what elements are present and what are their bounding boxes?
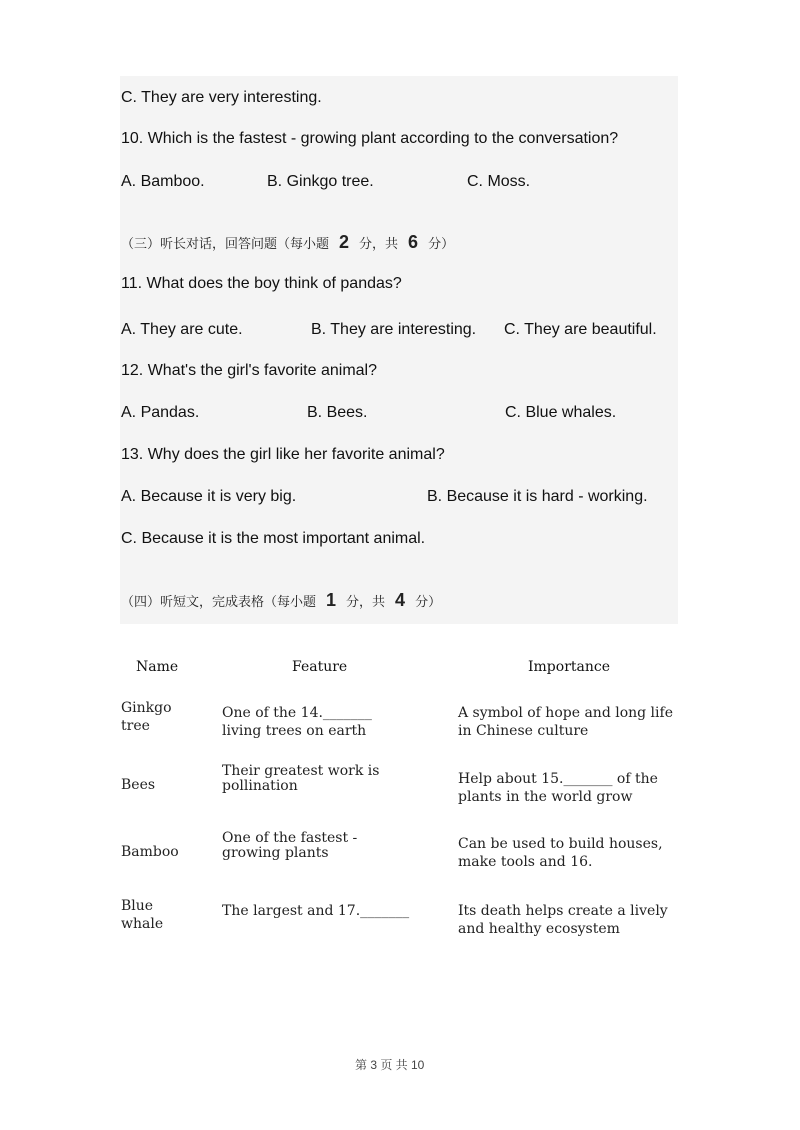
- table-header-feature: Feature: [292, 659, 348, 675]
- q12-option-a: A. Pandas.: [121, 404, 200, 421]
- q10-option-b: B. Ginkgo tree.: [267, 173, 374, 190]
- q12-question: 12. What's the girl's favorite animal?: [121, 362, 377, 379]
- q13-option-a: A. Because it is very big.: [121, 488, 297, 505]
- q11-question: 11. What does the boy think of pandas?: [121, 275, 402, 292]
- q12-option-b: B. Bees.: [307, 404, 368, 421]
- section-4-heading-text: （四）听短文，完成表格（每小题: [121, 595, 317, 610]
- q13-option-c: C. Because it is the most important animal.: [121, 530, 426, 547]
- q13-question: 13. Why does the girl like her favorite animal?: [121, 446, 445, 463]
- q10-question: 10. Which is the fastest - growing plant according to the conversation?: [121, 130, 619, 147]
- q9-option-c: C. They are very interesting.: [121, 89, 322, 106]
- table-row-2-feature: Their greatest work is pollination: [222, 763, 380, 794]
- page-footer: 第 3 页 共 10: [355, 1058, 425, 1072]
- table-row-3-name: Bamboo: [121, 844, 179, 860]
- table-row-3-feature: One of the fastest - growing plants: [222, 830, 358, 861]
- q11-option-a: A. They are cute.: [121, 321, 243, 338]
- section-3-heading-mid: 分，共: [359, 237, 399, 252]
- q10-option-a: A. Bamboo.: [121, 173, 205, 190]
- table-row-4-feature: The largest and 17._______: [222, 903, 410, 919]
- table-header-importance: Importance: [528, 659, 611, 675]
- table-header-name: Name: [136, 659, 179, 675]
- section-4-heading: [121, 590, 441, 613]
- section-3-heading-text: （三）听长对话，回答问题（每小题: [121, 237, 330, 252]
- table-row-1-feature: One of the 14._______ living trees on earth: [222, 705, 372, 739]
- section-3-points-each: 2: [339, 232, 350, 252]
- table-row-1-name: Ginkgo tree: [121, 700, 172, 734]
- table-row-3-importance: Can be used to build houses, make tools and 16.: [458, 836, 663, 870]
- table-row-2-importance: Help about 15._______ of the plants in the world grow: [458, 771, 658, 805]
- q11-option-c: C. They are beautiful.: [504, 321, 657, 338]
- table-row-4-importance: Its death helps create a lively and healthy ecosystem: [458, 903, 668, 937]
- q11-option-b: B. They are interesting.: [311, 321, 477, 338]
- section-4-heading-end: 分）: [415, 595, 442, 610]
- q12-option-c: C. Blue whales.: [505, 404, 617, 421]
- section-4-points-total: 4: [395, 590, 406, 610]
- table-row-4-name: Blue whale: [121, 898, 164, 932]
- q10-option-c: C. Moss.: [467, 173, 531, 190]
- table-row-2-name: Bees: [121, 777, 156, 793]
- section-3-heading: [121, 232, 454, 255]
- q13-option-b: B. Because it is hard - working.: [427, 488, 648, 505]
- section-3-points-total: 6: [408, 232, 419, 252]
- section-4-points-each: 1: [326, 590, 337, 610]
- section-3-heading-end: 分）: [428, 237, 455, 252]
- table-row-1-importance: A symbol of hope and long life in Chinese culture: [458, 705, 673, 739]
- section-4-heading-mid: 分，共: [346, 595, 386, 610]
